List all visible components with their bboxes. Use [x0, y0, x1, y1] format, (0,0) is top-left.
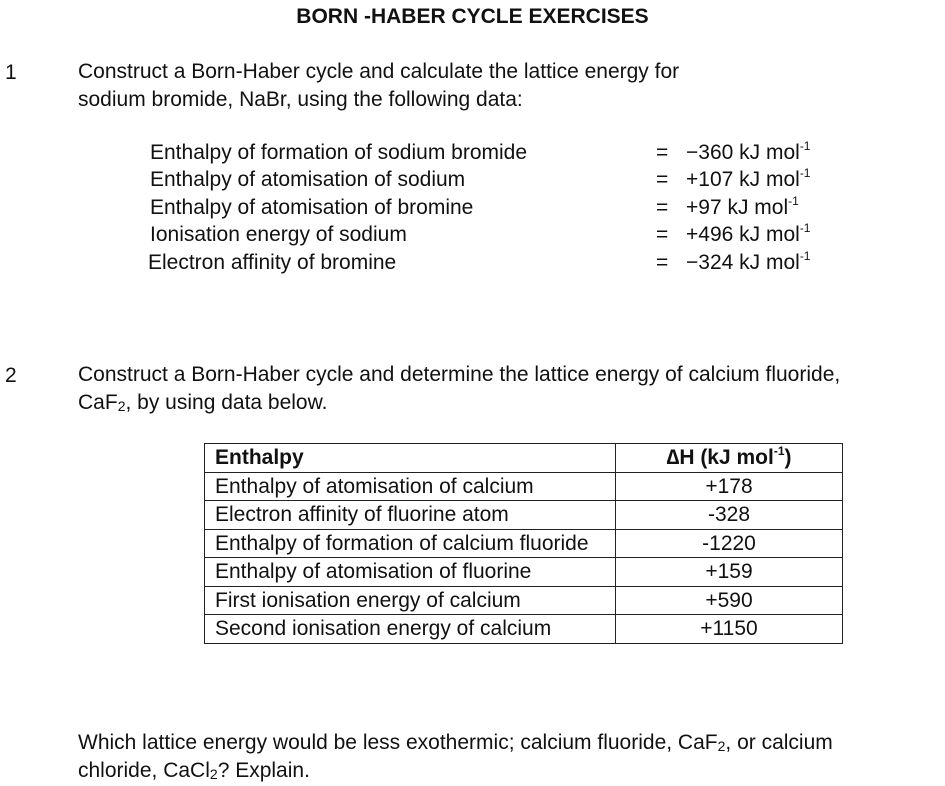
page-title: BORN -HABER CYCLE EXERCISES	[296, 5, 649, 28]
table-row	[205, 472, 843, 501]
data-label: Electron affinity of bromine	[148, 251, 397, 274]
equals-sign: =	[656, 168, 669, 191]
delta-h-cell: +590	[616, 586, 843, 615]
equals-sign: =	[656, 251, 669, 274]
question-2-line-1: Construct a Born-Haber cycle and determine the lattice energy of calcium fluoride,	[78, 363, 841, 386]
enthalpy-cell: Second ionisation energy of calcium	[205, 615, 616, 644]
data-value: = −360 kJ mol$^{-1}$	[656, 139, 811, 164]
column-header-enthalpy: Enthalpy	[205, 444, 616, 473]
delta-h-cell: -1220	[616, 529, 843, 558]
table-row	[205, 501, 843, 530]
data-label: Enthalpy of atomisation of bromine	[150, 196, 474, 219]
enthalpy-cell: First ionisation energy of calcium	[205, 586, 616, 615]
question-3-line-2: chloride, CaCl$_2$? Explain.	[78, 758, 310, 782]
delta-h-cell: -328	[616, 501, 843, 530]
table-row	[205, 558, 843, 587]
delta-h-cell: +178	[616, 472, 843, 501]
data-label: Enthalpy of formation of sodium bromide	[150, 141, 528, 164]
delta-h-cell: +159	[616, 558, 843, 587]
table-row	[205, 586, 843, 615]
enthalpy-cell: Electron affinity of fluorine atom	[205, 501, 616, 530]
question-2-number: 2	[5, 364, 17, 387]
question-2-text	[78, 361, 840, 416]
question-2-line-2: CaF$_2$, by using data below.	[78, 390, 328, 414]
table-row	[205, 615, 843, 644]
question-1-text	[78, 58, 679, 113]
data-label: Enthalpy of atomisation of sodium	[150, 168, 466, 191]
enthalpy-cell: Enthalpy of atomisation of calcium	[205, 472, 616, 501]
enthalpy-table	[204, 443, 843, 644]
enthalpy-cell: Enthalpy of atomisation of fluorine	[205, 558, 616, 587]
question-1-line-2: sodium bromide, NaBr, using the following data:	[78, 87, 523, 111]
data-value: = +496 kJ mol$^{-1}$	[656, 221, 811, 246]
question-3-line-1: Which lattice energy would be less exothermic; calcium fluoride, CaF$_2$, or calcium	[78, 731, 833, 754]
question-1-number: 1	[5, 61, 17, 84]
table-header-row	[205, 444, 843, 473]
data-label: Ionisation energy of sodium	[150, 223, 407, 246]
equals-sign: =	[656, 223, 669, 246]
equals-sign: =	[656, 196, 669, 219]
equals-sign: =	[656, 141, 669, 164]
question-3-text	[78, 729, 833, 784]
column-header-delta-h: ∆H (kJ mol$^{-1}$)	[616, 444, 843, 473]
data-value: = −324 kJ mol$^{-1}$	[656, 249, 811, 274]
table-row	[205, 529, 843, 558]
delta-h-cell: +1150	[616, 615, 843, 644]
question-1-line-1: Construct a Born-Haber cycle and calculate the lattice energy for	[78, 60, 680, 83]
data-value: = +97 kJ mol$^{-1}$	[656, 194, 799, 219]
enthalpy-cell: Enthalpy of formation of calcium fluoride	[205, 529, 616, 558]
data-value: = +107 kJ mol$^{-1}$	[656, 166, 811, 191]
